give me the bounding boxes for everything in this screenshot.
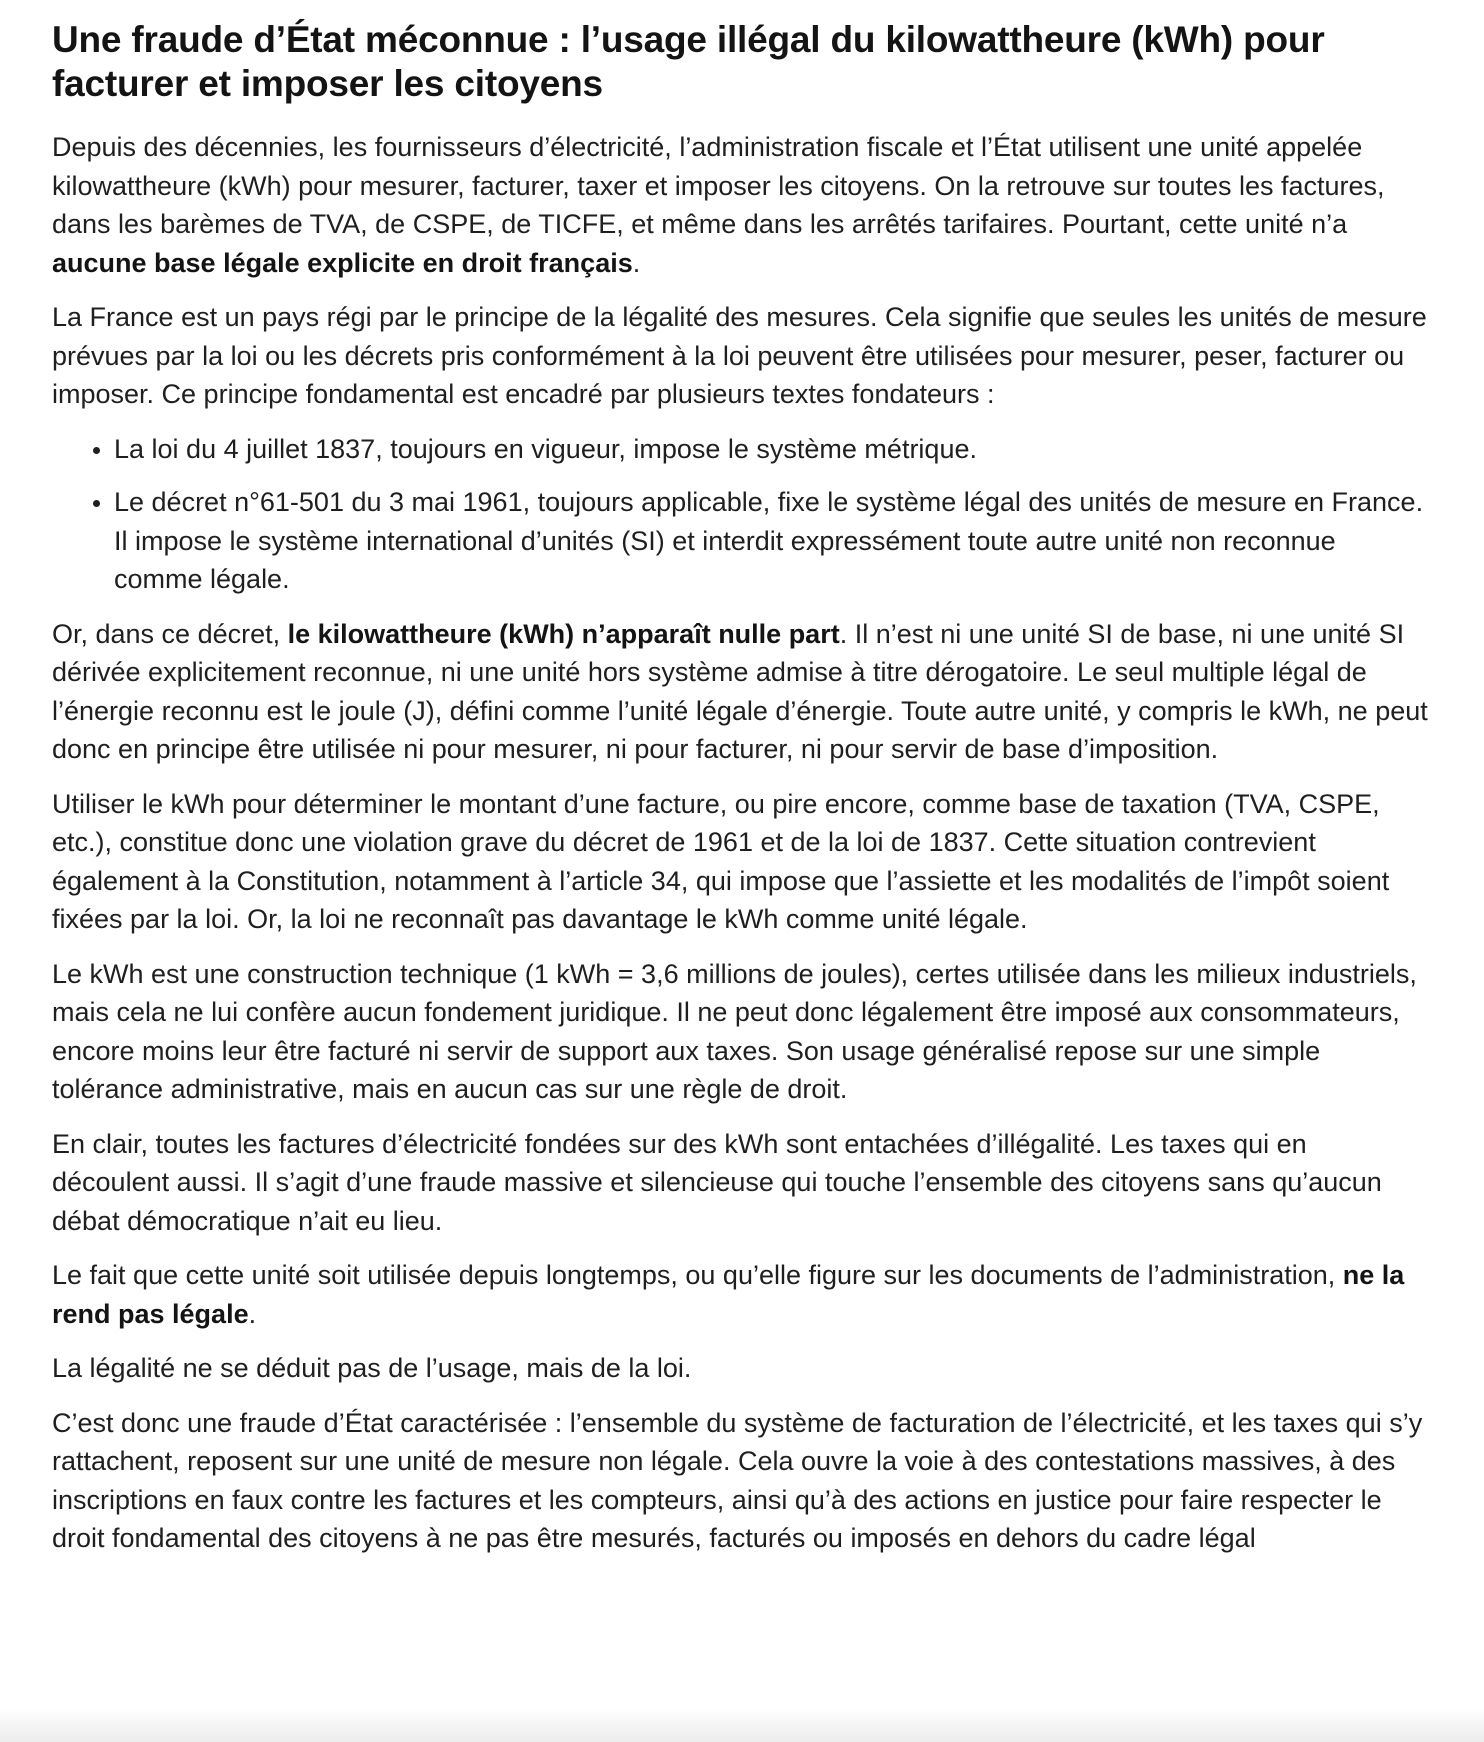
paragraph-usage-end: . [248, 1298, 257, 1329]
article [52, 18, 1428, 1574]
paragraph-decree-start: Or, dans ce décret, [52, 618, 288, 649]
article-title: Une fraude d’État méconnue : l’usage illégal du kilowattheure (kWh) pour facturer et imposer les citoyens [52, 19, 1325, 104]
bottom-shade [0, 1708, 1484, 1742]
paragraph-conclusion: En clair, toutes les factures d’électricité fondées sur des kWh sont entachées d’illégalité. Les taxes qui en découlent aussi. Il s’agit d’une fraude massive et silencieuse qui touche l’ensemble des citoyens sans qu’aucun débat démocratique n’ait eu lieu. [52, 1128, 1382, 1236]
paragraph-usage [52, 1256, 1428, 1333]
paragraph-principle: La France est un pays régi par le principe de la légalité des mesures. Cela signifie que seules les unités de mesure prévues par la loi ou les décrets pris conformément à la loi peuvent être utilisées pour mesurer, peser, facturer ou imposer. Ce principe fondamental est encadré par plusieurs textes fondateurs : [52, 302, 1427, 409]
paragraph-decree-emphasis: le kilowattheure (kWh) n’apparaît nulle part [287, 618, 840, 649]
paragraph-final: C’est donc une fraude d’État caractérisée : l’ensemble du système de facturation de l’électricité, et les taxes qui s’y rattachent, reposent sur une unité de mesure non légale. Cela ouvre la voie à des contestations massives, à des inscriptions en faux contre les factures et les compteurs, ainsi qu’à des actions en justice pour faire respecter le droit fondamental des citoyens à ne pas être mesurés, facturés ou imposés en dehors du cadre légal [52, 1407, 1423, 1553]
paragraph-usage-start: Le fait que cette unité soit utilisée depuis longtemps, ou qu’elle figure sur les documents de l’administration, [52, 1260, 1343, 1290]
paragraph-decree [52, 615, 1428, 769]
paragraph-intro-end: . [632, 247, 641, 278]
paragraph-intro-emphasis: aucune base légale explicite en droit français [52, 247, 633, 278]
paragraph-intro-text: Depuis des décennies, les fournisseurs d’électricité, l’administration fiscale et l’État utilisent une unité appelée kilowattheure (kWh) pour mesurer, facturer, taxer et imposer les citoyens. On la retrouve sur toutes les factures, dans les barèmes de TVA, de CSPE, de TICFE, et même dans les arrêtés tarifaires. Pourtant, cette unité n’a [52, 132, 1385, 239]
paragraph-usage-emphasis: ne la rend pas légale [52, 1260, 1405, 1329]
paragraph-violation: Utiliser le kWh pour déterminer le montant d’une facture, ou pire encore, comme base de taxation (TVA, CSPE, etc.), constitue donc une violation grave du décret de 1961 et de la loi de 1837. Cette situation contrevient également à la Constitution, notamment à l’article 34, qui impose que l’assiette et les modalités de l’impôt soient fixées par la loi. Or, la loi ne reconnaît pas davantage le kWh comme unité légale. [52, 788, 1390, 934]
paragraph-intro [52, 128, 1428, 282]
paragraph-legality: La légalité ne se déduit pas de l’usage, mais de la loi. [52, 1353, 692, 1383]
list-item-loi-1837: • La loi du 4 juillet 1837, toujours en vigueur, impose le système métrique. [114, 430, 1428, 469]
paragraph-technical: Le kWh est une construction technique (1 kWh = 3,6 millions de joules), certes utilisée dans les milieux industriels, mais cela ne lui confère aucun fondement juridique. Il ne peut donc légalement être imposé aux consommateurs, encore moins leur être facturé ni servir de support aux taxes. Son usage généralisé repose sur une simple tolérance administrative, mais en aucun cas sur une règle de droit. [52, 958, 1417, 1104]
paragraph-decree-rest: . Il n’est ni une unité SI de base, ni une unité SI dérivée explicitement reconnue, ni une unité hors système admise à titre dérogatoire. Le seul multiple légal de l’énergie reconnu est le joule (J), défini comme l’unité légale d’énergie. Toute autre unité, y compris le kWh, ne peut donc en principe être utilisée ni pour mesurer, ni pour facturer, ni pour servir de base d’imposition. [52, 618, 1428, 764]
list-item-decret-1961: • Le décret n°61-501 du 3 mai 1961, toujours applicable, fixe le système légal des unités de mesure en France. Il impose le système international d’unités (SI) et interdit expressément toute autre unité non reconnue comme légale. [114, 483, 1428, 599]
founding-texts-list [52, 430, 1428, 599]
